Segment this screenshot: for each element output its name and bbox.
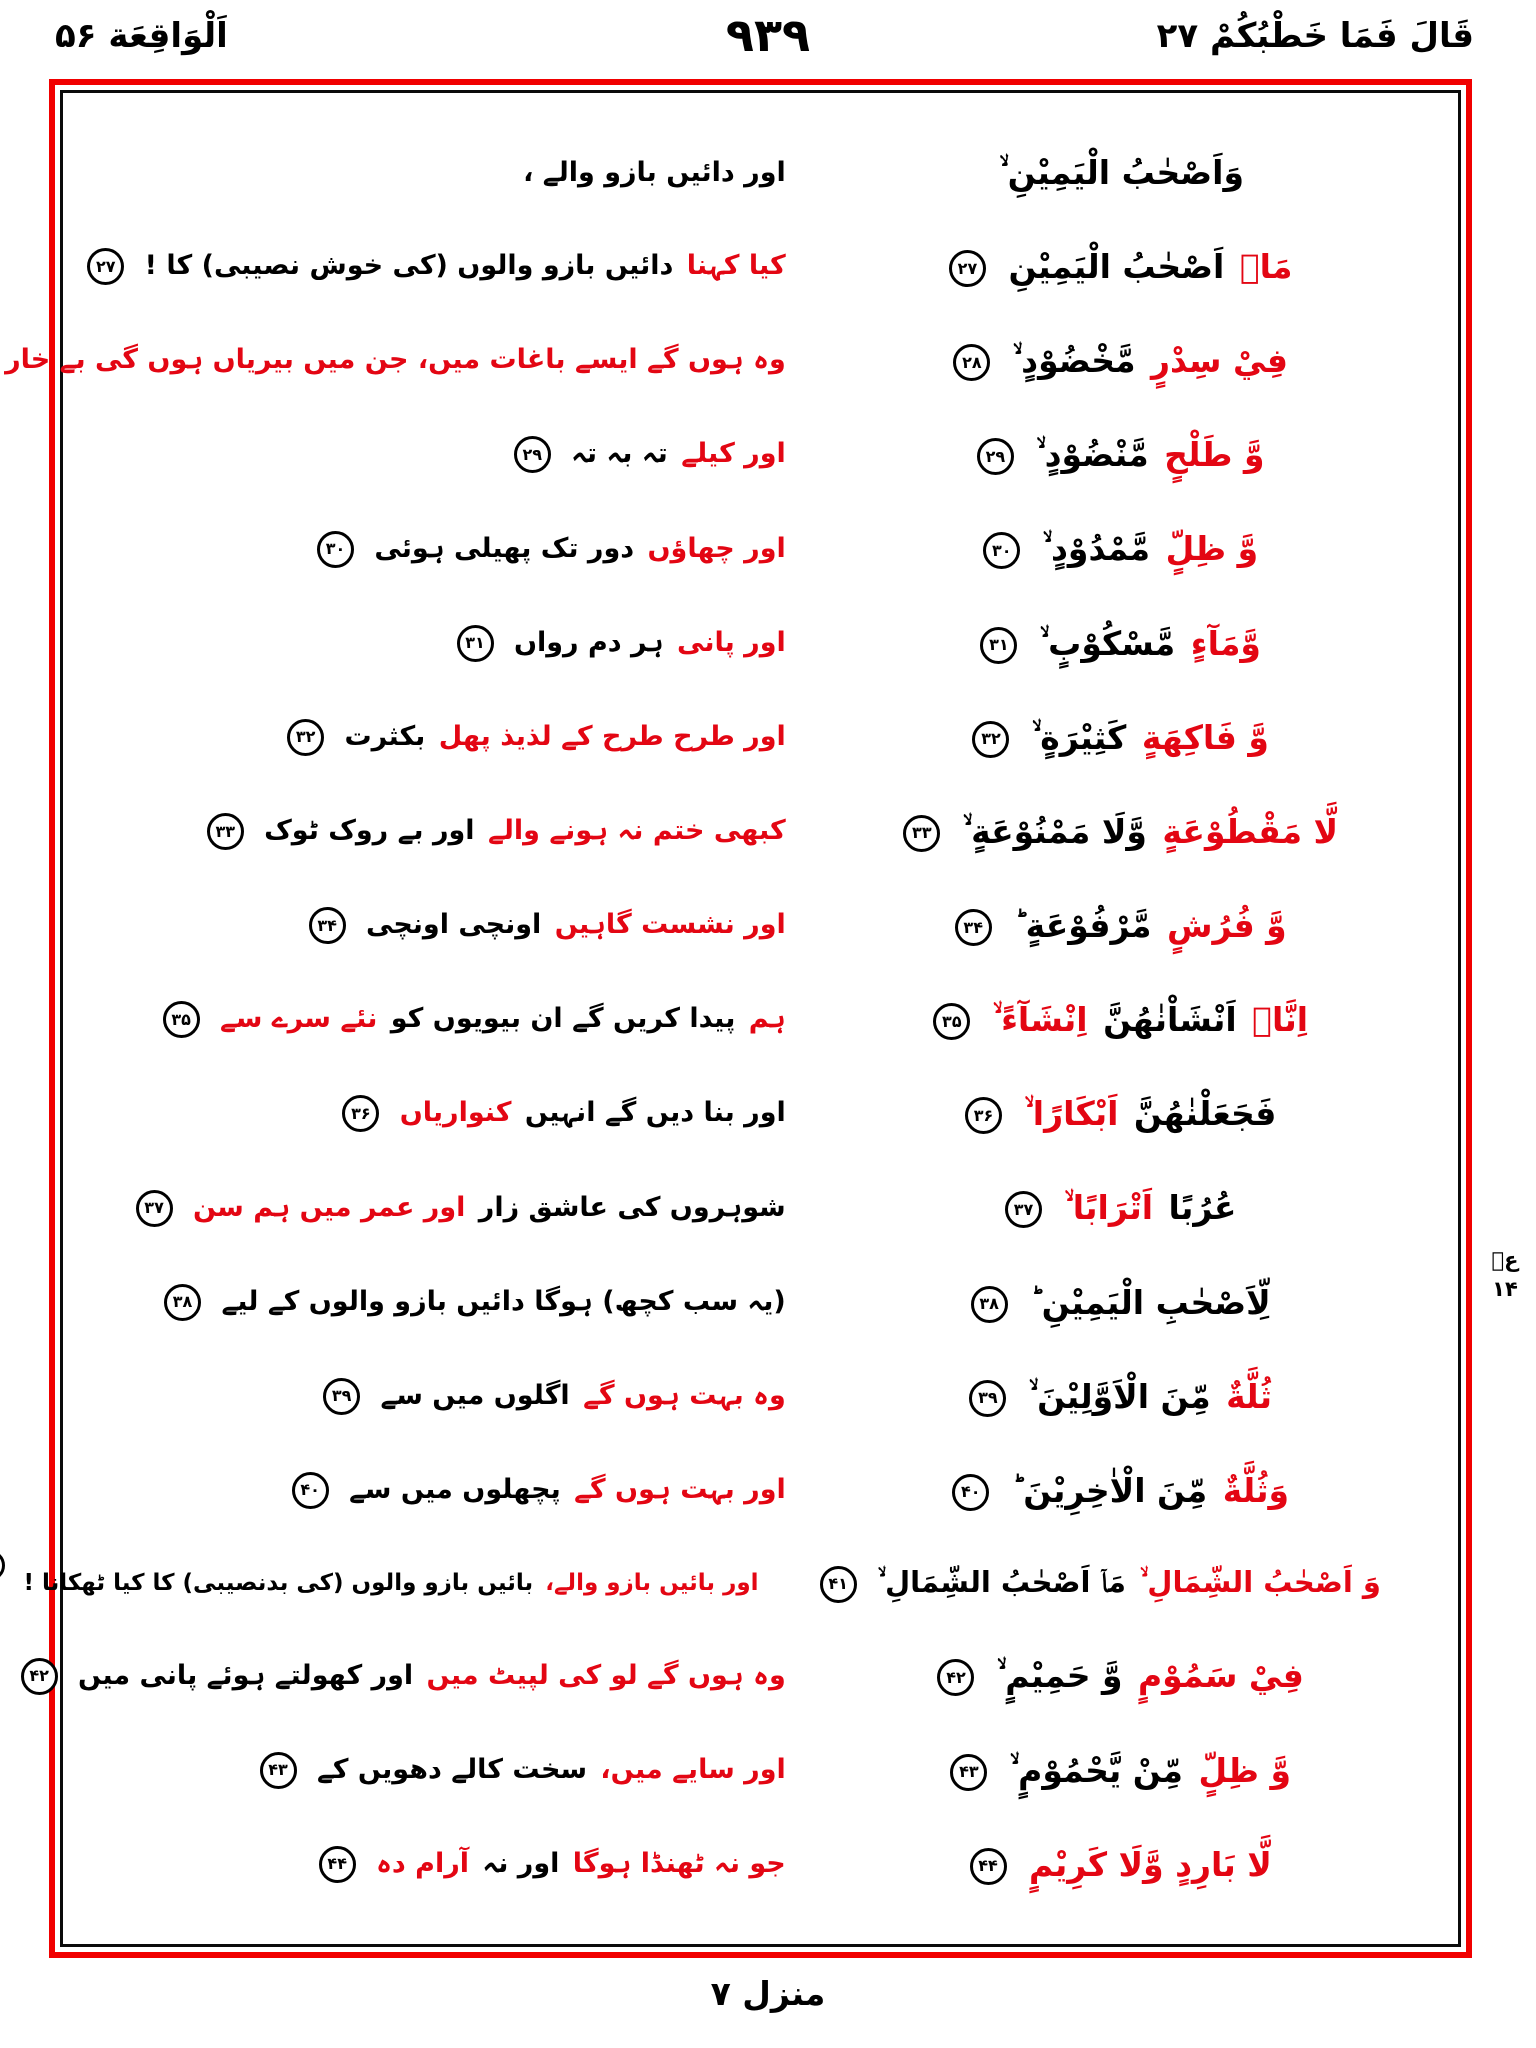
urdu-text [79, 1190, 788, 1227]
urdu-segment: اور طرح طرح کے لذیذ پھل [438, 720, 786, 752]
arabic-text [801, 1187, 1442, 1228]
urdu-text [79, 156, 788, 190]
arabic-segment: وَاَصْحٰبُ الْيَمِيْنِ ۙ [999, 152, 1245, 192]
verse-number-badge: ۳۶ [965, 1097, 1002, 1134]
verse-number-badge: ۲۸ [953, 344, 990, 381]
verse-row [79, 623, 1442, 664]
arabic-segment: مَّسْكُوْبٍ ۙ [1039, 623, 1176, 663]
arabic-text [801, 1750, 1442, 1791]
verse-row [79, 811, 1442, 852]
urdu-segment: ہم [748, 1003, 786, 1035]
verse-number-badge: ۳۷ [1005, 1191, 1042, 1228]
urdu-segment: اور بائیں بازو والے، [545, 1569, 759, 1596]
urdu-segment: ہر دم رواں [513, 626, 664, 658]
urdu-segment: وہ بہت ہوں گے [583, 1379, 786, 1411]
urdu-segment: اور دائیں بازو والے ، [523, 156, 786, 188]
verse-number-badge: ۴۴ [319, 1846, 356, 1883]
arabic-segment: فِيْ سِدْرٍ [1151, 341, 1288, 381]
verse-number-badge: ۴۰ [292, 1472, 329, 1509]
urdu-segment: کبھی ختم نہ ہونے والے [487, 815, 786, 846]
urdu-segment: اور نہ [482, 1847, 560, 1879]
arabic-segment: اَصْحٰبُ الْيَمِيْنِ [1008, 247, 1225, 287]
verse-number-badge: ۳۶ [342, 1095, 379, 1132]
verse-number-badge: ۳۳ [903, 815, 940, 852]
arabic-segment: مَّرْفُوْعَةٍ ؕ [1014, 906, 1152, 946]
verse-row [29, 1655, 1442, 1696]
arabic-segment: وَّ فُرُشٍ [1167, 906, 1287, 946]
arabic-segment: مَّخْضُوْدٍ ۙ [1012, 341, 1136, 381]
urdu-segment: اور نشست گاہیں [554, 909, 786, 941]
verse-row [79, 152, 1442, 193]
arabic-segment: مِّنْ يَّحْمُوْمٍ ۙ [1009, 1750, 1183, 1790]
arabic-text [801, 1376, 1442, 1417]
arabic-text [801, 1282, 1442, 1323]
verse-number-badge: ۳۲ [972, 721, 1009, 758]
arabic-segment: وَ اَصْحٰبُ الشِّمَالِ ۙ [1140, 1565, 1381, 1599]
urdu-segment: اور بہت ہوں گے [574, 1473, 786, 1505]
arabic-text [801, 1655, 1442, 1696]
verse-number-badge: ۳۹ [969, 1380, 1006, 1417]
verse-number-badge: ۴۱ [820, 1566, 857, 1603]
arabic-segment: وَّ طَلْحٍ [1164, 435, 1265, 475]
arabic-segment: اَنْشَاْنٰهُنَّ [1103, 1000, 1237, 1040]
urdu-text [79, 436, 788, 473]
verse-number-badge: ۳۱ [980, 627, 1017, 664]
verse-number-badge: ۳۴ [955, 909, 992, 946]
arabic-text [801, 1844, 1442, 1885]
urdu-text [5, 342, 788, 379]
urdu-segment: کیا کہنا [686, 250, 786, 282]
urdu-text [79, 1284, 788, 1321]
arabic-segment: لِّاَصْحٰبِ الْيَمِيْنِ ؕ [1030, 1282, 1271, 1322]
verse-number-badge: ۳۸ [164, 1284, 201, 1321]
arabic-text [801, 152, 1442, 193]
urdu-segment: اور عمر میں ہم سن [192, 1191, 466, 1223]
ruku-marker [1478, 1246, 1532, 1305]
verse-number-badge: ۲۷ [949, 250, 986, 287]
verse-number-badge: ۳۵ [933, 1003, 970, 1040]
verse-number-badge [0, 1550, 5, 1581]
urdu-segment: اور کیلے [681, 438, 786, 470]
urdu-text [79, 625, 788, 662]
urdu-segment: شوہروں کی عاشق زار [478, 1191, 786, 1223]
ruku-marker-glyph: عؔ [1491, 1248, 1519, 1272]
page-border-outer [5, 79, 1472, 1958]
urdu-segment: دور تک پھیلی ہوئی [374, 532, 635, 564]
arabic-text [801, 999, 1442, 1040]
urdu-text [79, 1846, 788, 1883]
urdu-segment: دائیں بازو والوں (کی خوش نصیبی) کا ! [144, 250, 674, 282]
verse-row [79, 528, 1442, 569]
verse-number-badge: ۳۳ [207, 813, 244, 850]
arabic-segment: وَّ ظِلٍّ [1165, 529, 1259, 569]
arabic-text [801, 623, 1442, 664]
arabic-segment: اَبْكَارًا ۙ [1024, 1094, 1119, 1134]
arabic-segment: وَّ فَاكِهَةٍ [1141, 717, 1269, 757]
arabic-text [801, 1093, 1442, 1134]
verse-row [79, 434, 1442, 475]
verse-row [5, 340, 1442, 381]
verse-row [79, 1187, 1442, 1228]
urdu-text [29, 1658, 788, 1695]
urdu-text [79, 531, 788, 568]
arabic-segment: فِيْ سَمُوْمٍ [1137, 1656, 1304, 1696]
urdu-segment: وہ ہوں گے ایسے باغات میں، جن میں بیریاں ہوں گی بے خار [5, 344, 786, 376]
verse-number-badge: ۳۲ [287, 719, 324, 756]
arabic-segment: مَاۤ اَصْحٰبُ الشِّمَالِ ۙ [877, 1565, 1126, 1599]
verse-row [79, 1750, 1442, 1791]
arabic-segment: مَّنْضُوْدٍ ۙ [1036, 435, 1149, 475]
urdu-segment: پچھلوں میں سے [349, 1473, 561, 1505]
urdu-text [79, 248, 788, 285]
juz-title: قَالَ فَمَا خَطْبُكُمْ ۲۷ [1156, 16, 1474, 56]
verse-number-badge: ۳۰ [983, 532, 1020, 569]
arabic-segment: مِّنَ الْاَوَّلِيْنَ ۙ [1028, 1376, 1211, 1416]
urdu-segment: اگلوں میں سے [380, 1379, 570, 1411]
arabic-text [801, 717, 1442, 758]
page-number: ۹۳۹ [725, 8, 811, 62]
arabic-text [801, 340, 1442, 381]
verses-container [5, 93, 1458, 1944]
arabic-segment: وَّ حَمِيْمٍ ۙ [996, 1656, 1123, 1696]
arabic-text [801, 528, 1442, 569]
page-border-inner [5, 90, 1461, 1947]
verse-row [79, 999, 1442, 1040]
arabic-text [761, 1564, 1443, 1603]
urdu-text [79, 1095, 788, 1132]
arabic-segment: ثُلَّةٌ [1226, 1376, 1273, 1416]
arabic-segment: وَثُلَّةٌ [1222, 1470, 1290, 1510]
urdu-segment: کنواریاں [399, 1097, 512, 1129]
arabic-segment: كَثِيْرَةٍ ۙ [1031, 717, 1127, 757]
urdu-segment: اور چھاؤں [647, 532, 786, 564]
verse-number-badge: ۳۰ [317, 531, 354, 568]
verse-number-badge: ۴۲ [21, 1658, 58, 1695]
arabic-text [801, 1470, 1442, 1511]
arabic-segment: فَجَعَلْنٰهُنَّ [1133, 1094, 1277, 1134]
arabic-segment: اَتْرَابًا ۙ [1064, 1188, 1154, 1228]
verse-row [79, 1844, 1442, 1885]
verse-number-badge: ۳۱ [457, 625, 494, 662]
verse-row [79, 905, 1442, 946]
verse-number-badge: ۴۲ [937, 1659, 974, 1696]
verse-row [79, 1282, 1442, 1323]
arabic-segment: لَّا بَارِدٍ وَّلَا كَرِيْمٍ [1029, 1844, 1272, 1884]
arabic-segment: لَّا مَقْطُوْعَةٍ [1162, 811, 1339, 851]
urdu-segment: اور بنا دیں گے انہیں [524, 1097, 786, 1129]
arabic-text [801, 434, 1442, 475]
verse-row [79, 1470, 1442, 1511]
arabic-segment: وَّمَآءٍ [1190, 623, 1261, 663]
arabic-text [801, 246, 1442, 287]
urdu-segment: بکثرت [344, 720, 426, 752]
arabic-segment: مِّنَ الْاٰخِرِيْنَ ؕ [1011, 1470, 1208, 1510]
urdu-text [79, 1001, 788, 1038]
arabic-segment: عُرُبًا [1168, 1188, 1237, 1228]
urdu-segment: تہ بہ تہ [571, 438, 668, 470]
arabic-segment: مَّمْدُوْدٍ ۙ [1042, 529, 1151, 569]
arabic-segment: مَاۤ [1239, 247, 1293, 287]
verse-row [79, 246, 1442, 287]
verse-row [79, 1376, 1442, 1417]
verse-number-badge: ۴۴ [970, 1848, 1007, 1885]
verse-number-badge: ۳۹ [323, 1378, 360, 1415]
urdu-segment: آرام دہ [376, 1847, 470, 1879]
verse-number-badge: ۳۴ [309, 907, 346, 944]
urdu-text [79, 813, 788, 850]
urdu-segment: بائیں بازو والوں (کی بدنصیبی) کا کیا ٹھکانا ! [23, 1569, 534, 1596]
urdu-segment: اور پانی [677, 626, 786, 658]
urdu-segment: جو نہ ٹھنڈا ہوگا [572, 1847, 786, 1879]
verse-number-badge: ۳۸ [971, 1286, 1008, 1323]
arabic-text [801, 905, 1442, 946]
urdu-segment: وہ ہوں گے لو کی لپیٹ میں [426, 1659, 786, 1691]
verse-row [23, 1564, 1442, 1603]
arabic-text [801, 811, 1442, 852]
urdu-segment: اور سایے میں، [600, 1753, 786, 1785]
urdu-text [79, 907, 788, 944]
verse-number-badge: ۴۳ [950, 1754, 987, 1791]
arabic-segment: وَّ ظِلٍّ [1198, 1750, 1291, 1790]
verse-number-badge: ۴۰ [952, 1474, 989, 1511]
urdu-segment: پیدا کریں گے ان بیویوں کو [390, 1003, 736, 1035]
verse-number-badge: ۲۹ [514, 436, 551, 473]
urdu-text [79, 1752, 788, 1789]
surah-title: اَلْوَاقِعَة ۵۶ [55, 16, 228, 56]
urdu-text [79, 719, 788, 756]
urdu-segment: (یہ سب کچھ) ہوگا دائیں بازو والوں کے لیے [221, 1285, 786, 1317]
verse-number-badge: ۳۵ [163, 1001, 200, 1038]
urdu-segment: اور کھولتے ہوئے پانی میں [78, 1659, 414, 1691]
verse-row [79, 717, 1442, 758]
urdu-text [79, 1472, 788, 1509]
manzil-label: منزل ۷ [710, 1974, 826, 2013]
urdu-text [23, 1568, 761, 1599]
arabic-segment: اِنْشَآءً ۙ [992, 1000, 1088, 1040]
verse-number-badge: ۲۹ [977, 438, 1014, 475]
arabic-segment: اِنَّاۤ [1252, 1000, 1309, 1040]
urdu-segment: سخت کالے دھویں کے [316, 1753, 588, 1785]
verse-number-badge: ۲۷ [87, 248, 124, 285]
verse-number-badge: ۳۷ [136, 1190, 173, 1227]
arabic-segment: وَّلَا مَمْنُوْعَةٍ ۙ [962, 811, 1147, 851]
urdu-segment: اور بے روک ٹوک [264, 815, 475, 846]
urdu-text [79, 1378, 788, 1415]
verse-row [79, 1093, 1442, 1134]
urdu-segment: اونچی اونچی [366, 909, 542, 941]
ruku-marker-number: ۱۴ [1492, 1277, 1518, 1302]
urdu-segment: نئے سرے سے [220, 1003, 378, 1035]
verse-number-badge: ۴۳ [260, 1752, 297, 1789]
